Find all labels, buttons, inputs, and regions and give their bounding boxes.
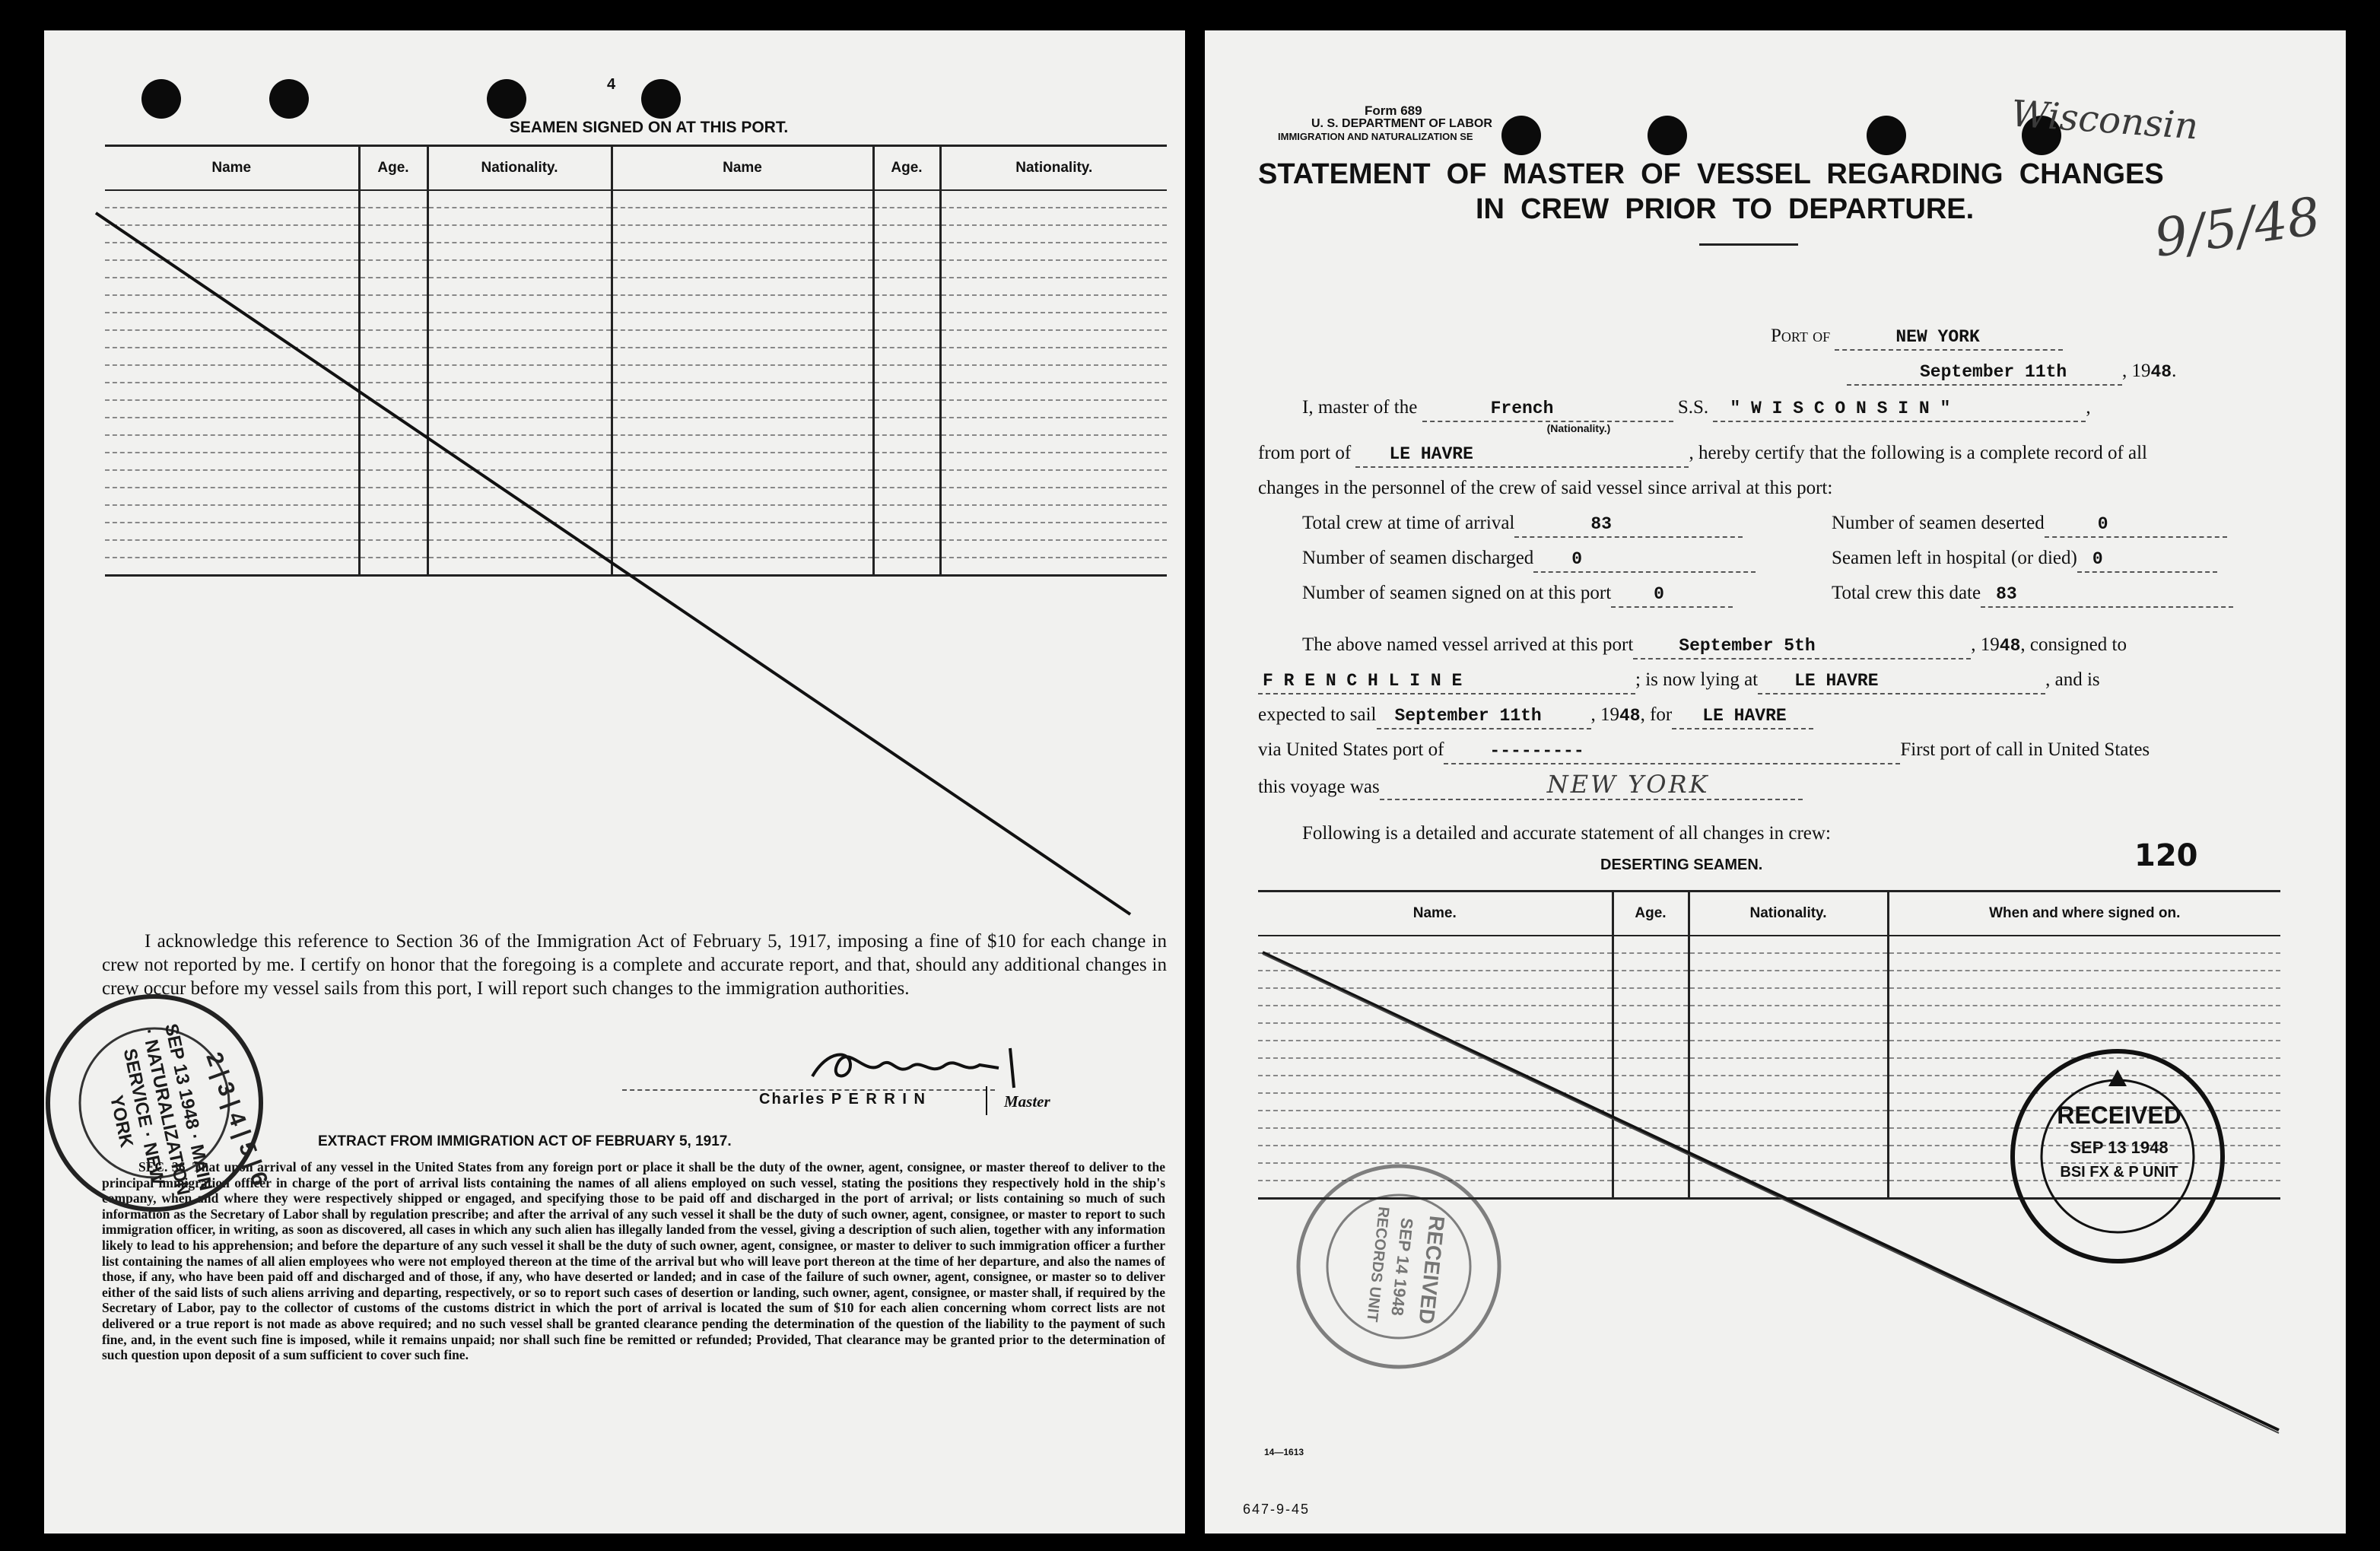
expected-year: 48 xyxy=(1619,706,1641,726)
date-value: September 11th xyxy=(1920,362,2067,382)
right-page xyxy=(1205,30,2346,1534)
page-number: 4 xyxy=(607,76,616,93)
expected-value: September 11th xyxy=(1394,706,1542,726)
column-header-age: Age. xyxy=(359,146,427,191)
bottom-code: 647-9-45 xyxy=(1243,1502,1311,1517)
stamp-received-unit: BSI FX & P UNIT xyxy=(2060,1164,2178,1181)
column-header-age: Age. xyxy=(1613,892,1689,936)
column-header-name: Name. xyxy=(1258,892,1613,936)
master-name-box xyxy=(986,1086,987,1115)
column-header-name: Name xyxy=(105,146,359,191)
svg-text:2 | 3 | 4 | 5 | 6: 2 | 3 | 4 | 5 | 6 xyxy=(201,1049,272,1190)
master-of-label: I, master of the xyxy=(1302,397,1418,418)
ss-label: S.S. xyxy=(1677,397,1709,418)
stat-value: 83 xyxy=(1996,584,2017,604)
column-header-signed-on: When and where signed on. xyxy=(1888,892,2280,936)
left-page xyxy=(44,30,1185,1534)
stat-value: 0 xyxy=(1654,584,1664,604)
stamp-text: SEP 13 1948 · MAIN · NATURALIZATION SERVICE · NEW YORK xyxy=(106,1022,216,1197)
consignee-value: F R E N C H L I N E xyxy=(1263,671,1463,691)
ship-value: " W I S C O N S I N " xyxy=(1730,399,1951,418)
stat-value: 0 xyxy=(1571,549,1583,569)
handwritten-date: 9/5/48 xyxy=(2150,186,2324,269)
from-port-label: from port of xyxy=(1258,443,1352,463)
year-value: 48 xyxy=(2150,362,2172,382)
for-label: , for xyxy=(1640,704,1673,725)
department-name: U. S. DEPARTMENT OF LABOR xyxy=(1311,117,1492,130)
expected-label: expected to sail xyxy=(1258,704,1377,725)
lying-value: LE HAVRE xyxy=(1794,671,1879,691)
from-port-value: LE HAVRE xyxy=(1389,444,1473,464)
voyage-label: this voyage was xyxy=(1258,777,1380,797)
arrived-year: 48 xyxy=(1999,636,2021,656)
records-unit-stamp xyxy=(1278,1146,1520,1388)
form-title-line-1: STATEMENT OF MASTER OF VESSEL REGARDING CHANGES xyxy=(1258,158,2164,190)
certify-text: , hereby certify that the following is a complete record of all xyxy=(1689,443,2148,463)
master-of-line: I, master of the French (Nationality.) S.S. " W I S C O N S I N " , xyxy=(1302,396,2091,422)
stat-label: Number of seamen signed on at this port xyxy=(1302,583,1612,603)
voyage-value: NEW YORK xyxy=(1546,770,1710,799)
form-title-line-2: IN CREW PRIOR TO DEPARTURE. xyxy=(1476,193,1975,225)
column-header-nationality: Nationality. xyxy=(427,146,612,191)
via-value: --------- xyxy=(1489,741,1584,761)
section-title: SEAMEN SIGNED ON AT THIS PORT. xyxy=(509,119,789,136)
master-signature xyxy=(797,1035,1071,1095)
stat-value: 0 xyxy=(2097,514,2108,534)
stat-value: 0 xyxy=(2092,549,2103,569)
master-label: Master xyxy=(1004,1092,1050,1111)
column-header-name: Name xyxy=(612,146,873,191)
naturalization-stamp xyxy=(44,985,272,1221)
date-line: September 11th , 1948. xyxy=(1847,359,2176,386)
stat-value: 83 xyxy=(1590,514,1612,534)
stat-label: Number of seamen deserted xyxy=(1832,513,2045,533)
column-header-nationality: Nationality. xyxy=(940,146,1167,191)
for-value: LE HAVRE xyxy=(1702,706,1787,726)
handwritten-ship-name: Wisconsin xyxy=(2010,92,2200,148)
form-number: Form 689 xyxy=(1365,103,1422,118)
nationality-value: French xyxy=(1490,399,1554,418)
via-label: via United States port of xyxy=(1258,739,1444,760)
column-header-age: Age. xyxy=(873,146,940,191)
stamp-records-label: RECEIVED xyxy=(1414,1214,1450,1326)
year-prefix: , 19 xyxy=(2122,361,2151,381)
port-label: Port of xyxy=(1771,326,1831,346)
and-is-label: , and is xyxy=(2045,669,2100,690)
arrived-value: September 5th xyxy=(1679,636,1816,656)
changes-text: changes in the personnel of the crew of said vessel since arrival at this port: xyxy=(1258,478,1833,498)
lying-label: ; is now lying at xyxy=(1635,669,1759,690)
first-port-label: First port of call in United States xyxy=(1900,739,2150,760)
nationality-caption: (Nationality.) xyxy=(1546,422,1611,434)
arrived-label: The above named vessel arrived at this port xyxy=(1302,634,1634,655)
extract-text: SEC. 36. That upon arrival of any vessel in the United States from any foreign port or place it shall be the duty of the owner, agent, consignee, or master thereof to deliver to the principal immigration officer in charge of the port of arrival lists containing the names of all aliens employed on such vessel, stating the positions they respectively hold in the ship's company, when and where they were respectively shipped or engaged, and specifying those to be paid off and discharged in the port of arrival; or lists containing so much of such information as the Secretary of Labor shall by regulation prescribe; and after the arrival of any such vessel it shall be the duty of such owner, agent, consignee, or master to report to such immigration officer, in writing, as soon as discovered, all cases in which any such alien has illegally landed from the vessel, giving a description of such alien, together with any information likely to lead to his apprehension; and before the departure of any such vessel it shall be the duty of such owner, agent, consignee, or master to deliver to such immigration officer a further list containing the names of all alien employees who were not employed thereon at the time of the arrival but who will leave port thereon at the time of her departure, and also the names of those, if any, who have been paid off and discharged and of those, if any, who have deserted or landed; and in case of the failure of such owner, agent, consignee, or master so to deliver either of the said lists of such aliens arriving and departing, respectively, or so to report such cases of desertion or landing, such owner, agent, consignee, or master shall, if required by the Secretary of Labor, pay to the collector of customs of the customs district in which the port of arrival is located the sum of $10 for each alien concerning whom correct lists are not delivered or a true report is not made as above required; and no such vessel shall be granted clearance pending the determination of the question of the liability to the payment of such fine, and, in the event such fine is imposed, while it remains unpaid; nor shall such fine be remitted or refunded; Provided, That clearance may be granted prior to the determination of such question upon deposit of a sum sufficient to cover such fine. xyxy=(102,1159,1165,1363)
record-count: 120 xyxy=(2134,838,2198,873)
following-text: Following is a detailed and accurate statement of all changes in crew: xyxy=(1302,823,1831,844)
port-value: NEW YORK xyxy=(1895,327,1980,347)
stat-label: Number of seamen discharged xyxy=(1302,548,1534,568)
cancellation-line xyxy=(44,30,1185,1019)
acknowledgment-text: I acknowledge this reference to Section 36 of the Immigration Act of February 5, 1917, imposing a fine of $10 for each change in crew not reported by me. I certify on honor that the foregoing is a complete and accurate report, and that, should any additional changes in crew occur before my vessel sails from this port, I will report such changes to the immigration authorities. xyxy=(102,931,1167,999)
arrival-line: The above named vessel arrived at this port September 5th , 1948, consigned to xyxy=(1302,633,2127,659)
stat-label: Seamen left in hospital (or died) xyxy=(1832,548,2077,568)
consigned-label: , consigned to xyxy=(2020,634,2127,655)
master-name: Charles P E R R I N xyxy=(759,1091,926,1108)
stamp-records-date: SEP 14 1948 xyxy=(1387,1216,1417,1317)
column-header-nationality: Nationality. xyxy=(1689,892,1888,936)
stamp-received-label: RECEIVED xyxy=(2057,1101,2181,1129)
service-name: IMMIGRATION AND NATURALIZATION SE xyxy=(1278,131,1473,142)
received-stamp xyxy=(2003,1042,2232,1270)
deserting-title: DESERTING SEAMEN. xyxy=(1600,857,1763,873)
extract-title: EXTRACT FROM IMMIGRATION ACT OF FEBRUARY 5, 1917. xyxy=(318,1133,732,1149)
footer-code: 14—1613 xyxy=(1264,1447,1304,1457)
stamp-records-unit: RECORDS UNIT xyxy=(1363,1206,1393,1323)
expected-line: expected to sail September 11th , 1948, for LE HAVRE xyxy=(1258,703,1813,729)
stat-label: Total crew at time of arrival xyxy=(1302,513,1515,533)
stamp-received-date: SEP 13 1948 xyxy=(2070,1138,2169,1157)
stat-label: Total crew this date xyxy=(1832,583,1981,603)
